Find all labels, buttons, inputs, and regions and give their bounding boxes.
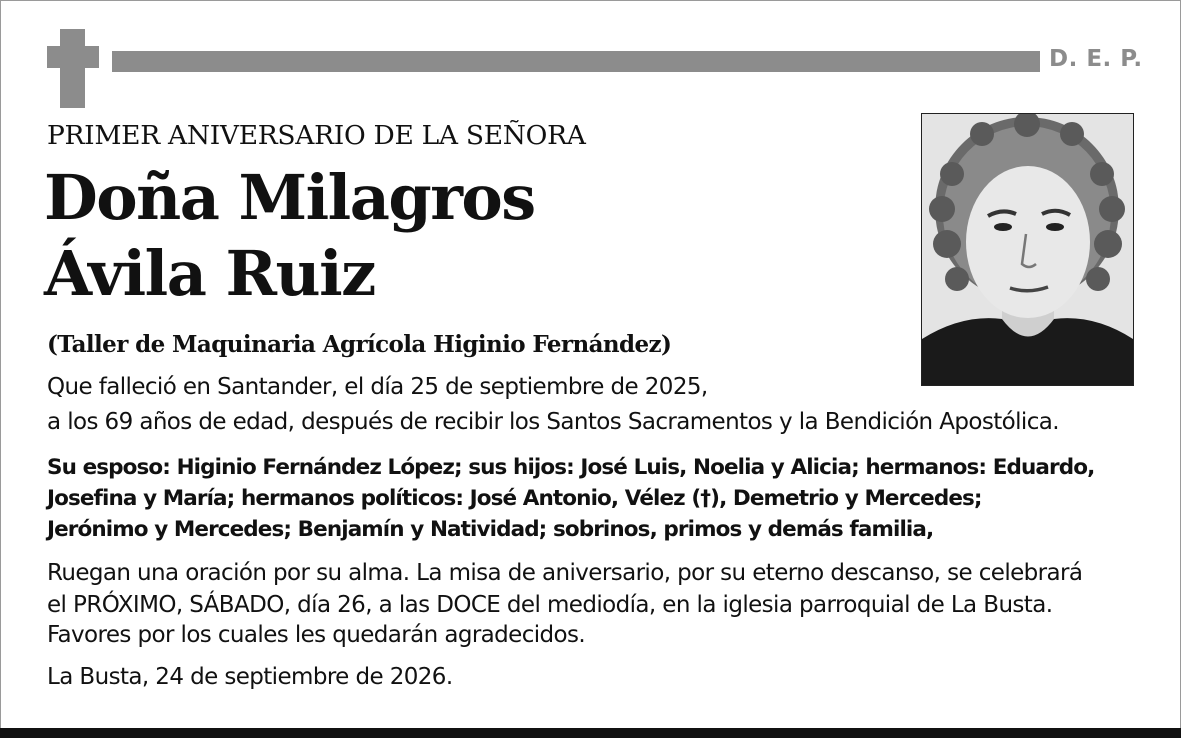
- family-line-1: Su esposo: Higinio Fernández López; sus hijos: José Luis, Noelia y Alicia; hermanos: Eduardo,: [47, 455, 1095, 480]
- business-subtitle: (Taller de Maquinaria Agrícola Higinio Fernández): [47, 331, 672, 358]
- header-divider: [112, 51, 1040, 72]
- bottom-border: [0, 728, 1181, 738]
- deceased-name-line2: Ávila Ruiz: [44, 237, 375, 310]
- family-line-2: Josefina y María; hermanos políticos: José Antonio, Vélez (†), Demetrio y Mercedes;: [47, 486, 982, 511]
- death-line-2: a los 69 años de edad, después de recibir los Santos Sacramentos y la Bendición Apostólica.: [47, 409, 1059, 435]
- dep-label: D. E. P.: [1049, 46, 1143, 72]
- portrait-photo: [921, 113, 1134, 386]
- deceased-name-line1: Doña Milagros: [44, 161, 535, 234]
- cross-icon: [47, 29, 99, 108]
- family-line-3: Jerónimo y Mercedes; Benjamín y Natividad; sobrinos, primos y demás familia,: [47, 517, 934, 542]
- mass-line-2: el PRÓXIMO, SÁBADO, día 26, a las DOCE del mediodía, en la iglesia parroquial de La Busta.: [47, 592, 1053, 618]
- death-line-1: Que falleció en Santander, el día 25 de septiembre de 2025,: [47, 374, 708, 400]
- place-date: La Busta, 24 de septiembre de 2026.: [47, 664, 453, 690]
- mass-line-1: Ruegan una oración por su alma. La misa de aniversario, por su eterno descanso, se celebrará: [47, 560, 1083, 586]
- anniversary-intro: PRIMER ANIVERSARIO DE LA SEÑORA: [47, 120, 586, 151]
- mass-line-3: Favores por los cuales les quedarán agradecidos.: [47, 622, 586, 648]
